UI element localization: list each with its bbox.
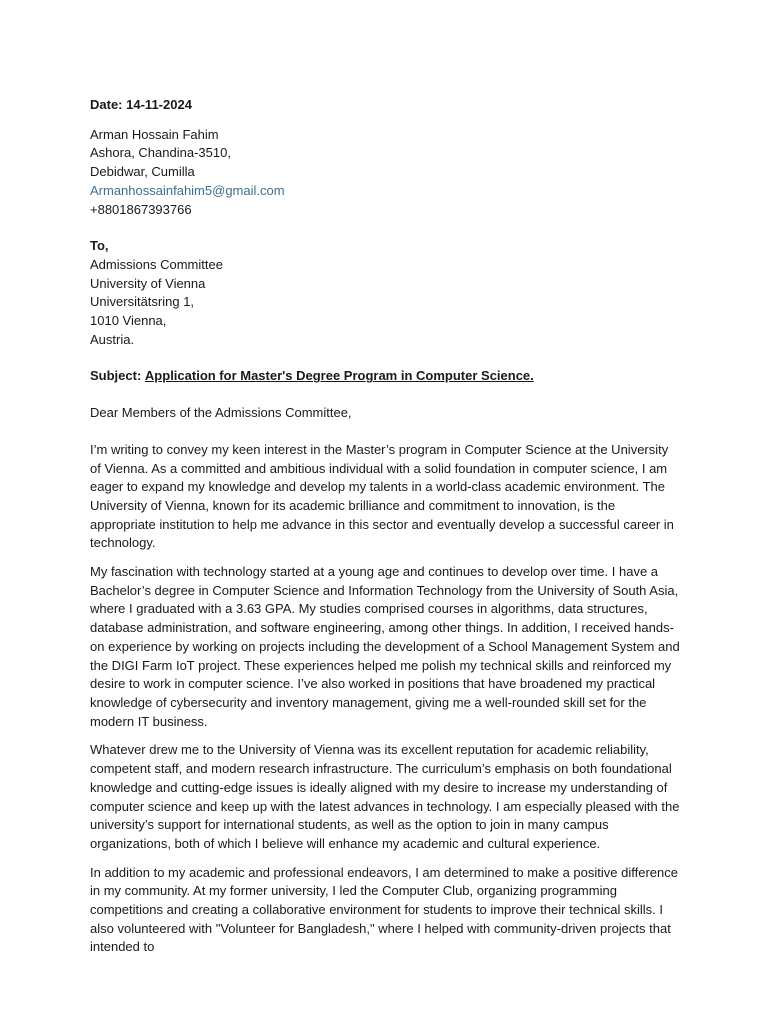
recipient-block <box>90 237 680 349</box>
subject-line <box>90 367 680 386</box>
recipient-line-5: Austria. <box>90 331 135 347</box>
recipient-line-3: Universitätsring 1, <box>90 294 195 310</box>
recipient-line-4: 1010 Vienna, <box>90 313 167 329</box>
sender-address-line-1: Ashora, Chandina-3510, <box>90 145 231 161</box>
recipient-line-1: Admissions Committee <box>90 256 223 272</box>
sender-phone: +8801867393766 <box>90 201 192 217</box>
letter-body <box>90 96 680 957</box>
spacer <box>90 219 680 237</box>
date-value: 14-11-2024 <box>126 97 192 112</box>
sender-email-link[interactable]: Armanhossainfahim5@gmail.com <box>90 182 285 198</box>
recipient-line-2: University of Vienna <box>90 275 206 291</box>
paragraph-1: I’m writing to convey my keen interest in the Master’s program in Computer Science at the University of Vienna. As a committed and ambitious individual with a solid foundation in computer science, I am eager to expand my knowledge and develop my talents in a world-class academic environment. The University of Vienna, known for its academic brilliance and commitment to innovation, is the appropriate institution to help me advance in this sector and eventually develop a successful career in technology. <box>90 441 674 551</box>
subject-label: Subject: <box>90 368 142 384</box>
to-label: To, <box>90 238 109 254</box>
subject-text: Application for Master's Degree Program in Computer Science. <box>144 368 534 384</box>
paragraph-2: My fascination with technology started at a young age and continues to develop over time. I have a Bachelor’s degree in Computer Science and Information Technology from the University of South Asia, where I graduated with a 3.63 GPA. My studies comprised courses in algorithms, data structures, database administration, and software engineering, among other things. In addition, I received hands-on experience by working on projects including the development of a School Management System and the DIGI Farm IoT project. These experiences helped me polish my technical skills and reinforced my desire to work in computer science. I’ve also worked in positions that have broadened my practical knowledge of cybersecurity and inventory management, giving me a well-rounded skill set for the modern IT business. <box>90 564 680 729</box>
sender-address-line-2: Debidwar, Cumilla <box>90 164 195 180</box>
date-line <box>90 96 680 115</box>
sender-name: Arman Hossain Fahim <box>90 126 219 142</box>
paragraph-4: In addition to my academic and professional endeavors, I am determined to make a positive difference in my community. At my former university, I led the Computer Club, organizing programming competitions and creating a collaborative environment for students to improve their technical skills. I also volunteered with "Volunteer for Bangladesh," where I helped with community-driven projects that intended to <box>90 864 678 955</box>
paragraph-3: Whatever drew me to the University of Vienna was its excellent reputation for academic reliability, competent staff, and modern research infrastructure. The curriculum’s emphasis on both foundational knowledge and cutting-edge issues is ideally aligned with my desire to increase my understanding of computer science and keep up with the latest advances in technology. I am especially pleased with the university’s support for international students, as well as the option to join in many campus organizations, both of which I believe will enhance my academic and cultural experience. <box>90 742 680 851</box>
date-label: Date: <box>90 97 123 112</box>
sender-block <box>90 126 680 220</box>
salutation: Dear Members of the Admissions Committee, <box>90 405 352 421</box>
